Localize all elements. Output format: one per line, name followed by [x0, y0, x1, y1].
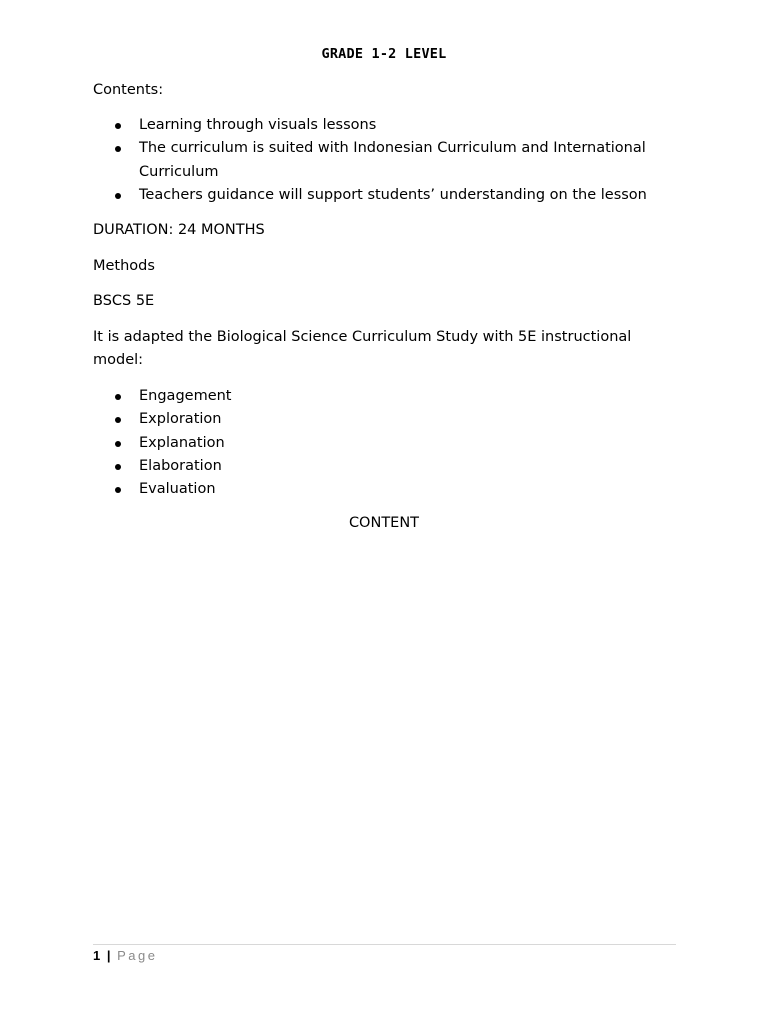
bullet-icon [115, 193, 121, 199]
page-word: Page [117, 948, 158, 963]
duration-text: DURATION: 24 MONTHS [93, 222, 265, 238]
contents-label-text: Contents: [93, 82, 164, 98]
footer-divider [93, 944, 676, 945]
list-item [93, 137, 673, 184]
list-item [93, 114, 673, 137]
list-item-text: Learning through visuals lessons [139, 117, 377, 133]
bullet-icon [115, 123, 121, 129]
bullet-icon [115, 441, 121, 447]
bullet-icon [115, 417, 121, 423]
method-name [93, 290, 673, 313]
bullet-icon [115, 394, 121, 400]
list-item-text: The curriculum is suited with Indonesian Curriculum and International Curriculum [139, 140, 646, 180]
bullet-icon [115, 146, 121, 152]
methods-label [93, 255, 673, 278]
list-item-text: Evaluation [139, 481, 216, 498]
page-number: 1 [93, 948, 101, 963]
list-item [93, 432, 673, 455]
method-description [93, 326, 673, 372]
bullet-icon [115, 464, 121, 470]
duration-line [93, 219, 673, 242]
list-item [93, 184, 673, 207]
list-item-text: Elaboration [139, 457, 222, 474]
list-item-text: Exploration [139, 411, 222, 428]
model-list [93, 385, 673, 501]
list-item-text: Teachers guidance will support students’ understanding on the lesson [139, 186, 647, 203]
method-name-text: BSCS 5E [93, 293, 155, 309]
list-item [93, 408, 673, 431]
contents-list [93, 114, 673, 207]
list-item [93, 385, 673, 408]
list-item [93, 478, 673, 501]
list-item-text: Engagement [139, 388, 232, 404]
contents-label [93, 79, 673, 102]
content-heading: CONTENT [348, 515, 420, 531]
page-footer [93, 948, 158, 963]
list-item [93, 455, 673, 478]
bullet-icon [115, 487, 121, 493]
method-description-text: It is adapted the Biological Science Curriculum Study with 5E instructional model: [93, 329, 632, 368]
document-title: GRADE 1-2 LEVEL [321, 46, 447, 62]
footer-separator: | [106, 948, 111, 963]
list-item-text: Explanation [139, 434, 225, 451]
methods-label-text: Methods [93, 258, 155, 274]
